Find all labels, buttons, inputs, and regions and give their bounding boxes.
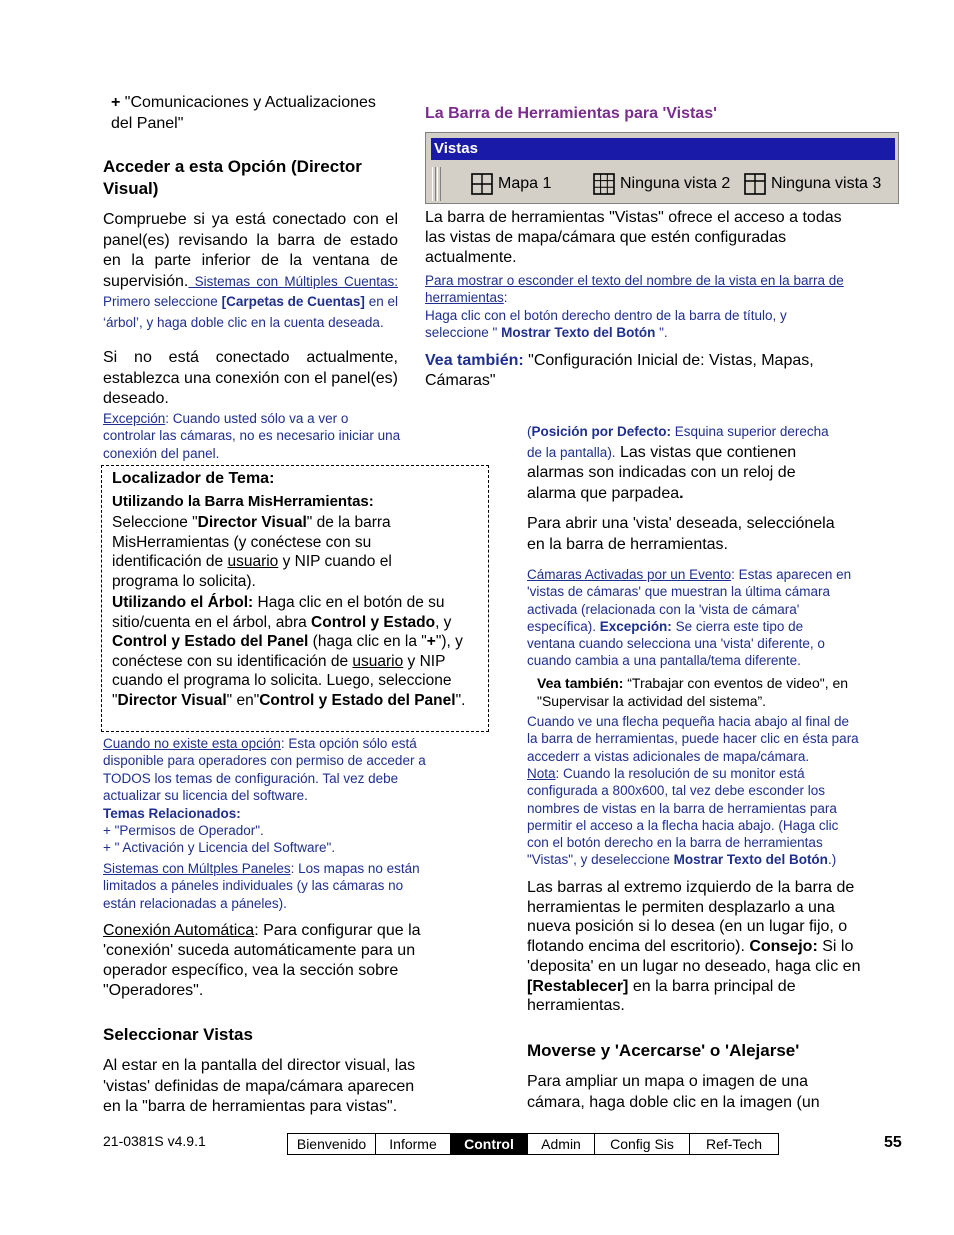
multi-account-text: Primero seleccione [103,294,222,309]
see-also-video [537,674,897,710]
show-hide-text: : Haga clic con el botón derecho dentro de la barra de título, y seleccione " [425,290,787,340]
split-view-icon [744,173,766,195]
reset-label: [Restablecer] [527,977,629,995]
view-button-label-1: Mapa 1 [498,175,552,192]
topic-locator-box [101,465,489,732]
toolbar-section-heading: La Barra de Herramientas para 'Vistas' [425,105,717,122]
continued-from-text [111,93,411,134]
auto-connect-link[interactable]: Conexión Automática [103,922,255,939]
default-position-label: Posición por Defecto: [531,424,672,439]
page-number: 55 [884,1134,902,1151]
continued-topic: "Comunicaciones y Actualizaciones del Panel" [111,94,376,132]
exception-note [103,410,463,462]
multi-account-text-end: en el ‘árbol’, y haga doble clic en la cuenta deseada. [103,294,398,330]
resolution-note: Nota: Cuando la resolución de su monitor está configurada a 800x600, tal vez debe esconder los nombres de vistas en la barra de herramientas para permitir el acceso a la flecha hacia abajo. (Haga clic con el botón derecho en la barra de herramientas "Vistas", y deseleccione Mostrar Texto del Botón.) [527,766,839,868]
exception-link[interactable]: Excepción [103,411,166,426]
see-also-label: Vea también: [425,352,524,369]
multi-account-link[interactable]: Sistemas con Múltiples Cuentas: [188,273,398,289]
grid-view-icon [593,173,615,195]
multi-panel-link[interactable]: Sistemas con Múltples Paneles [103,861,291,876]
document-id: 21-0381S v4.9.1 [103,1133,206,1149]
default-position-para: (Posición por Defecto: Esquina superior derecha de la pantalla). Las vistas que contienen alarmas son indicadas con un reloj de alarma que parpadea. [527,424,829,502]
tab-informe[interactable]: Informe [376,1134,451,1154]
related-topic-1[interactable]: + "Permisos de Operador". [103,823,264,838]
view-button-3[interactable] [744,171,881,197]
multi-panel-text: : Los mapas no están limitados a páneles individuales (y las cámaras no están relacionadas a páneles). [103,861,420,911]
no-option-text: : Esta opción sólo está disponible para operadores con permiso de acceder a TODOS los temas de configuración. Tal vez debe actualizar su licencia del software. [103,736,426,803]
multi-panel-note [103,860,483,912]
plus-marker: + [111,94,121,111]
tab-bienvenido[interactable]: Bienvenido [288,1134,376,1154]
toolbar-title-bar: Vistas [431,138,895,160]
view-button-label-2: Ninguna vista 2 [620,175,731,192]
no-option-link[interactable]: Cuando no existe esta opción [103,736,281,751]
select-views-text: Al estar en la pantalla del director visual, las 'vistas' definidas de mapa/cámara aparecen en la "barra de herramientas para vistas". [103,1057,416,1115]
single-view-icon [471,173,493,195]
show-hide-note: Para mostrar o esconder el texto del nombre de la vista en la barra de herramientas: Haga clic con el botón derecho dentro de la barra de título, y seleccione " Mostrar Texto del Botón ". [425,273,844,340]
view-button-2[interactable] [593,171,730,197]
see-also-video-text: “Trabajar con eventos de video", en "Supervisar la actividad del sistema”. [537,675,849,709]
account-folders-label: [Carpetas de Cuentas] [221,294,365,309]
note-link[interactable]: Nota [527,766,556,781]
locator-subtitle-tree: Utilizando el Árbol: [112,594,254,611]
locator-tree-text: Utilizando el Árbol: Haga clic en el botón de su sitio/cuenta en el árbol, abra Control y Estado, y Control y Estado del Panel (haga clic en la "+"), y conéctese con su identificación de usuario y NIP cuando el programa lo solicita. Luego, seleccione "Director Visual" en"Control y Estado del Panel". [112,594,466,709]
event-cameras-link[interactable]: Cámaras Activadas por un Evento [527,567,732,582]
auto-connect-text: : Para configurar que la 'conexión' suceda automáticamente para un operador específico, vea la sección sobre "Operadores". [103,922,421,999]
user-link-2[interactable]: usuario [352,652,404,670]
view-button-label-3: Ninguna vista 3 [771,175,882,192]
user-link[interactable]: usuario [227,553,279,570]
select-views-heading: Seleccionar Vistas [103,1025,253,1044]
show-button-text-label-2: Mostrar Texto del Botón [673,852,828,868]
see-also-text: "Configuración Inicial de: Vistas, Mapas, Cámaras" [425,352,814,389]
footer-nav-tabs [287,1133,779,1155]
drag-bars-paragraph: Las barras al extremo izquierdo de la barra de herramientas le permiten desplazarlo a una nueva posición si lo desea (en un lugar fijo, o flotando encima del escritorio). Consejo: Si lo 'deposita' en un lugar no deseado, haga clic en [Restablecer] en la barra principal de herramientas. [527,879,861,1015]
locator-title: Localizador de Tema: [112,470,275,487]
tab-config-sis[interactable]: Config Sis [595,1134,690,1154]
view-button-map-1[interactable] [471,171,551,197]
no-option-note [103,735,483,804]
arrow-note: Cuando ve una flecha pequeña hacia abajo al final de la barra de herramientas, puede hacer clic en ésta para accederr a vistas adicionales de mapa/cámara. [527,714,859,764]
tip-label: Consejo: [749,938,818,956]
related-topic-2[interactable]: + " Activación y Licencia del Software". [103,840,336,855]
show-button-text-label: Mostrar Texto del Botón [501,324,656,340]
event-cameras-note: Cámaras Activadas por un Evento: Estas aparecen en 'vistas de cámaras' que muestran la última cámara activada (relacionada con la 'vista de cámara' específica). Excepción: Se cierra este tipo de ventana cuando selecciona una 'vista' diferente, o cuando cambia a una pantalla/tema diferente. [527,567,852,669]
locator-subtitle-toolbar: Utilizando la Barra MisHerramientas: [112,493,374,510]
connect-paragraph: Si no está conectado actualmente, establezca una conexión con el panel(es) deseado. [103,349,398,407]
move-zoom-text: Para ampliar un mapa o imagen de una cámara, haga doble clic en la imagen (un [527,1073,820,1111]
toolbar-description: La barra de herramientas "Vistas" ofrece el acceso a todas las vistas de mapa/cámara que estén configuradas actualmente. [425,209,842,266]
toolbar-grip-1[interactable] [432,167,436,201]
tab-ref-tech[interactable]: Ref-Tech [705,1136,763,1152]
tab-control[interactable]: Control [451,1134,528,1154]
see-also-config [425,351,895,391]
access-paragraph [103,210,398,333]
auto-connect-note [103,921,473,1001]
access-text: Compruebe si ya está conectado con el panel(es) revisando la barra de estado en la parte inferior de la ventana de supervisión. [103,211,398,290]
exception-text: : Cuando usted sólo va a ver o controlar las cámaras, no es necesario iniciar una conexión del panel. [103,411,401,461]
show-hide-link[interactable]: Para mostrar o esconder el texto del nombre de la vista en la barra de herramientas [425,273,844,306]
toolbar-grip-2[interactable] [437,167,441,201]
views-toolbar-image [425,132,899,204]
related-topics-title: Temas Relacionados: [103,806,241,821]
open-view-text: Para abrir una 'vista' deseada, selecciónela en la barra de herramientas. [527,515,835,553]
tab-admin[interactable]: Admin [528,1134,595,1154]
event-exception-label: Excepción: [599,618,672,634]
move-zoom-heading: Moverse y 'Acercarse' o 'Alejarse' [527,1041,800,1060]
access-heading: Acceder a esta Opción (Director Visual) [103,157,362,198]
see-also-label-2: Vea también: [537,675,624,691]
locator-toolbar-text: Seleccione "Director Visual" de la barra MisHerramientas (y conéctese con su identificación de usuario y NIP cuando el programa lo solicita). [112,514,392,590]
